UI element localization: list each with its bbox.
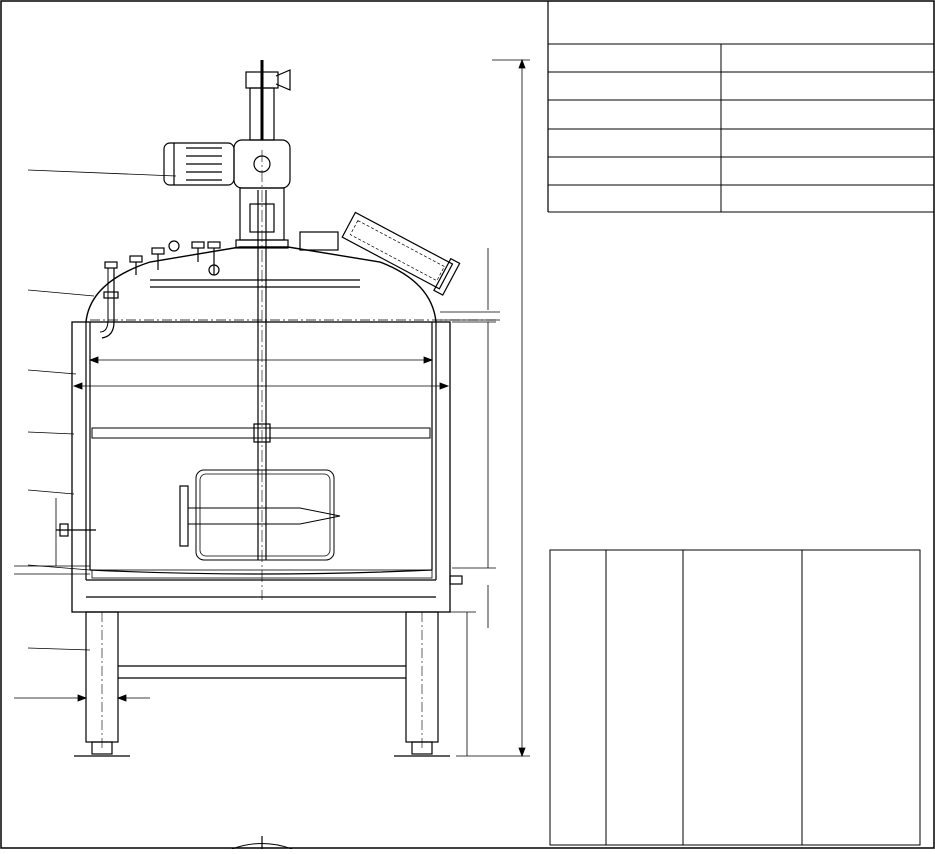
dimension-lines (14, 60, 530, 756)
tank-body (56, 60, 496, 849)
nozzle-table (550, 550, 920, 845)
sheet-border (1, 1, 934, 848)
technique-table (548, 44, 934, 212)
